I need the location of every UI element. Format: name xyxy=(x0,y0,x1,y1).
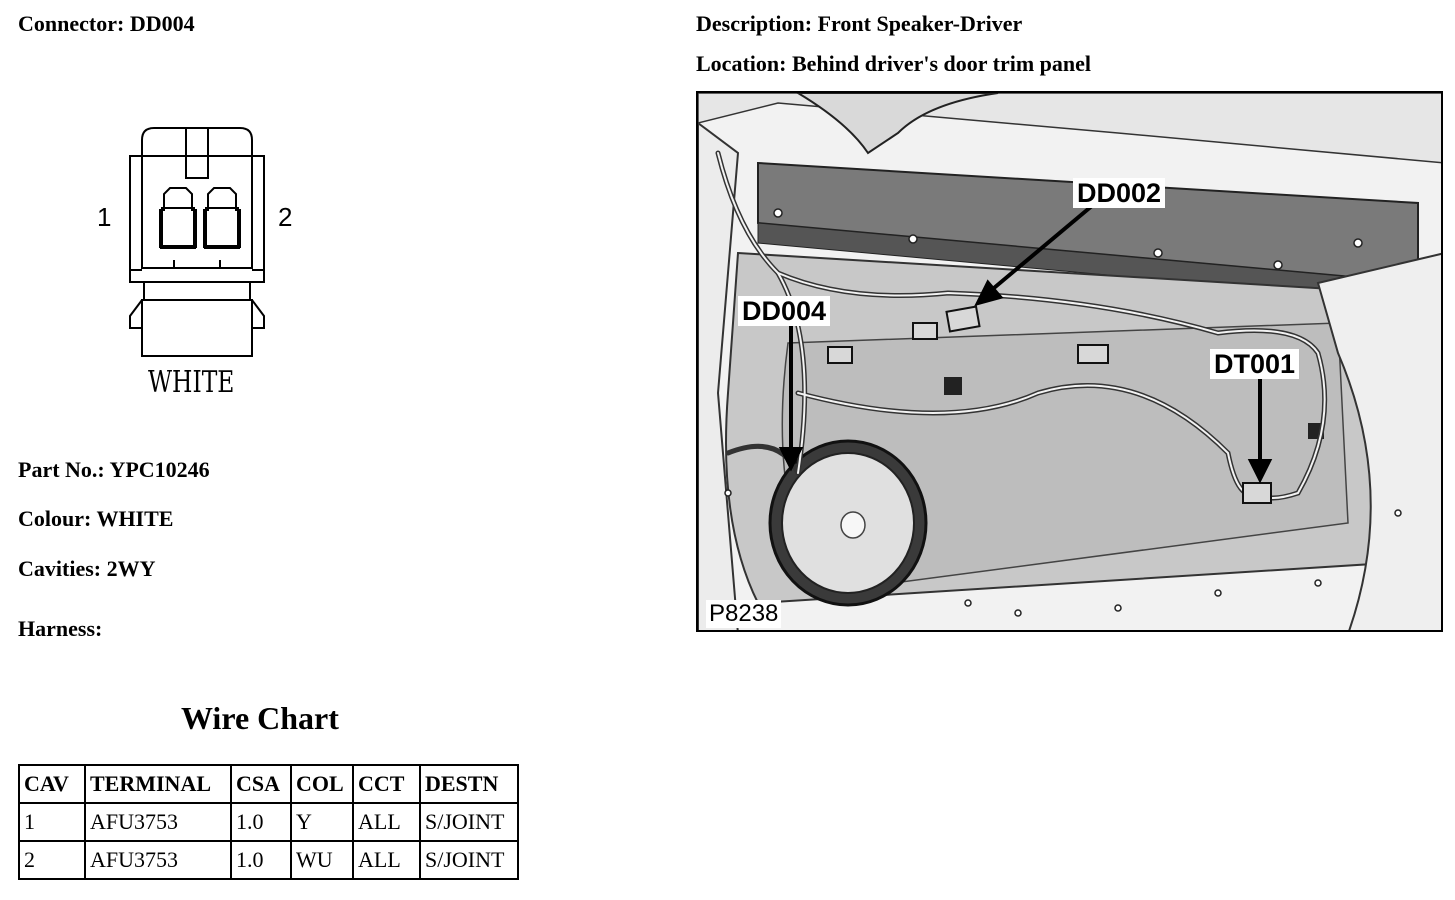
cell-csa: 1.0 xyxy=(231,841,291,879)
door-location-photo xyxy=(696,91,1443,632)
cell-cct: ALL xyxy=(353,841,420,879)
cell-csa: 1.0 xyxy=(231,803,291,841)
colour-line xyxy=(18,506,173,532)
part-number-line xyxy=(18,457,210,483)
connector-colour-label: WHITE xyxy=(148,365,235,400)
header-destn: DESTN xyxy=(420,765,518,803)
connector-face-drawing xyxy=(90,120,310,410)
header-cct: CCT xyxy=(353,765,420,803)
description-label: Description: xyxy=(696,11,813,36)
connector-line xyxy=(18,11,195,37)
wire-chart-title: Wire Chart xyxy=(181,700,339,736)
cell-cct: ALL xyxy=(353,803,420,841)
door-panel-illustration xyxy=(698,93,1443,632)
table-row xyxy=(19,841,518,879)
pin-2-label: 2 xyxy=(278,202,293,232)
harness-label: Harness: xyxy=(18,616,103,641)
header-col: COL xyxy=(291,765,353,803)
cell-terminal: AFU3753 xyxy=(85,841,231,879)
header-terminal: TERMINAL xyxy=(85,765,231,803)
cell-terminal: AFU3753 xyxy=(85,803,231,841)
table-row xyxy=(19,803,518,841)
header-cav: CAV xyxy=(19,765,85,803)
cavities-value: 2WY xyxy=(106,556,156,581)
description-line xyxy=(696,11,1022,37)
part-number-label: Part No.: xyxy=(18,457,105,482)
colour-label: Colour: xyxy=(18,506,92,531)
description-value: Front Speaker-Driver xyxy=(817,11,1023,36)
location-value: Behind driver's door trim panel xyxy=(791,51,1092,76)
location-label: Location: xyxy=(696,51,787,76)
wire-chart-table xyxy=(18,764,519,880)
cavities-line xyxy=(18,556,155,582)
connector-id: DD004 xyxy=(129,11,195,36)
part-number-value: YPC10246 xyxy=(109,457,210,482)
pin-1-label: 1 xyxy=(97,202,112,232)
connector-label: Connector: xyxy=(18,11,125,36)
callout-dt001: DT001 xyxy=(1210,349,1299,379)
cell-destn: S/JOINT xyxy=(420,841,518,879)
callout-dd004: DD004 xyxy=(738,296,830,326)
photo-reference-number: P8238 xyxy=(706,600,781,628)
harness-line xyxy=(18,616,102,642)
callout-dd002: DD002 xyxy=(1073,178,1165,208)
cavities-label: Cavities: xyxy=(18,556,102,581)
cell-cav: 2 xyxy=(19,841,85,879)
location-line xyxy=(696,51,1091,77)
cell-destn: S/JOINT xyxy=(420,803,518,841)
cell-col: WU xyxy=(291,841,353,879)
header-csa: CSA xyxy=(231,765,291,803)
colour-value: WHITE xyxy=(96,506,174,531)
cell-col: Y xyxy=(291,803,353,841)
wire-chart-header-row xyxy=(19,765,518,803)
connector-face-illustration xyxy=(90,120,310,370)
cell-cav: 1 xyxy=(19,803,85,841)
